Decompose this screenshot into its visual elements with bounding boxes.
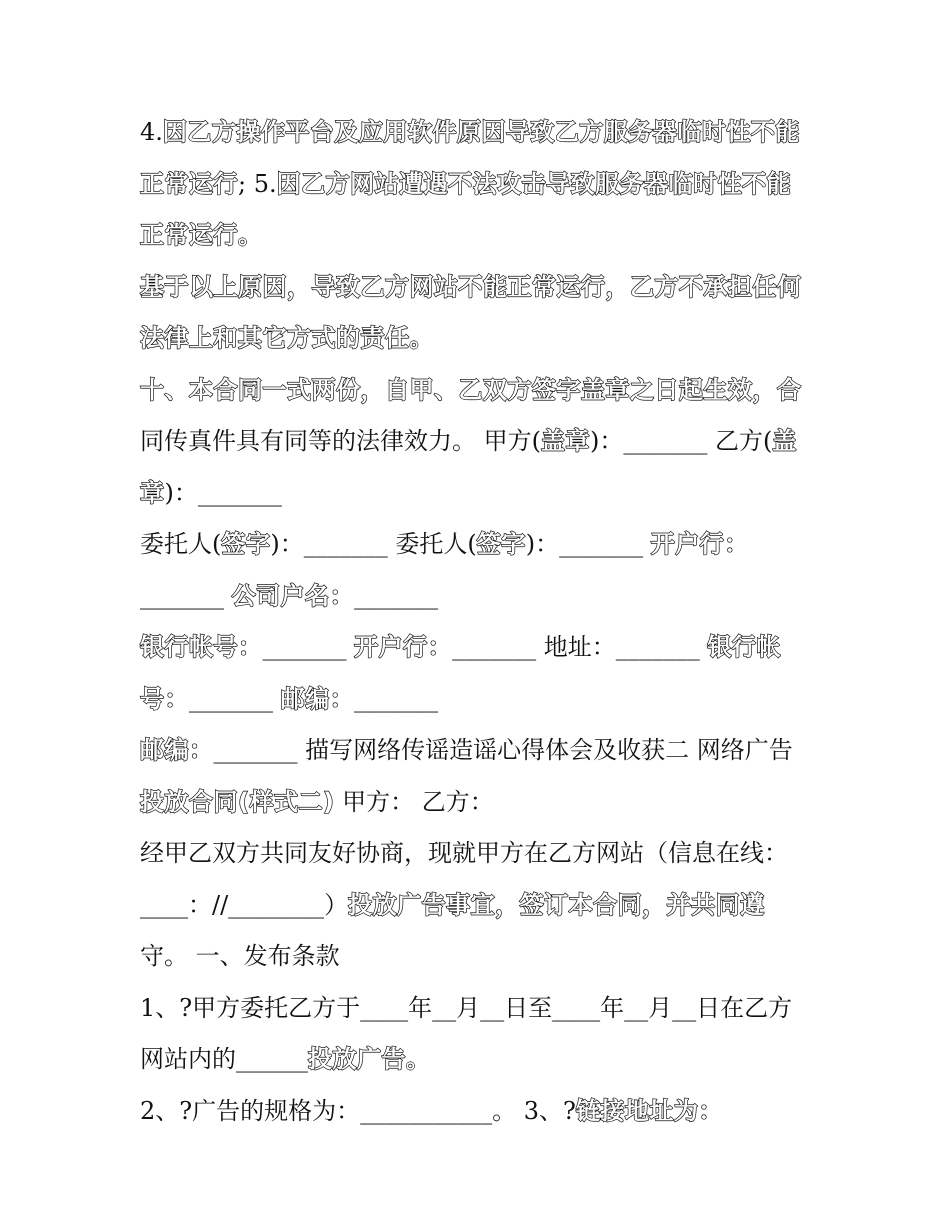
text-line [140, 468, 815, 520]
text-segment: 十、本合同一式两份，自甲、乙双方签字盖章之日起生效，合 [140, 375, 802, 404]
text-segment: 开户行： [354, 633, 453, 661]
text-line [140, 622, 815, 674]
text-line [140, 571, 815, 623]
text-segment: 委托人( [140, 530, 222, 558]
text-segment: )：_______ [525, 530, 651, 558]
text-segment: 签字 [476, 530, 526, 558]
text-line [140, 725, 815, 777]
text-segment: ; 5. [238, 169, 277, 198]
text-line [140, 159, 815, 211]
text-line [140, 107, 815, 159]
text-line [140, 880, 815, 932]
text-segment: 因乙方网站遭遇不法攻击导致服务器临时性不能 [276, 169, 792, 198]
text-segment: 银行帐 [707, 633, 781, 661]
text-line [140, 416, 815, 468]
text-segment: ____：//________） [140, 890, 349, 919]
text-segment: 公司户名： [231, 581, 355, 610]
text-line [140, 777, 815, 829]
text-segment: 盖章 [541, 427, 590, 455]
text-segment: 甲方： 乙方： [334, 787, 494, 816]
text-segment: 银行帐号： [140, 633, 263, 661]
text-segment: 2、?广告的规格为：___________。 3、? [140, 1096, 576, 1125]
text-segment: 网站内的______ [140, 1045, 308, 1073]
text-segment: )：_______ 委托人( [270, 530, 477, 558]
text-segment: 正常运行。 [140, 221, 263, 249]
text-line [140, 828, 815, 880]
text-segment: 号： [140, 684, 189, 713]
contract-text [140, 107, 815, 1137]
text-segment: 正常运行 [140, 169, 238, 198]
text-segment: _______ [354, 684, 439, 713]
text-line [140, 983, 815, 1035]
text-line [140, 931, 815, 983]
text-segment: 法律上和其它方式的责任。 [140, 324, 434, 352]
text-line [140, 210, 815, 262]
text-segment: 因乙方操作平台及应用软件原因导致乙方服务器临时性不能 [162, 118, 800, 146]
text-line [140, 365, 815, 417]
text-segment: 4. [140, 118, 163, 146]
text-segment: 经甲乙双方共同友好协商，现就甲方在乙方网站（信息在线： [140, 839, 788, 867]
text-segment: _______ [189, 684, 281, 713]
text-segment: _______ [140, 581, 232, 610]
text-segment: _______ 地址：_______ [452, 633, 708, 661]
text-segment: _______ 描写网络传谣造谣心得体会及收获二 网络广告 [213, 736, 793, 764]
text-segment: 邮编： [280, 684, 355, 713]
text-segment: 投放合同(样式二) [140, 787, 335, 816]
text-segment: 邮编： [140, 736, 214, 764]
text-segment: 同传真件具有同等的法律效力。 甲方( [140, 427, 541, 455]
text-line [140, 519, 815, 571]
text-segment: 签字 [221, 530, 271, 558]
text-segment: 章 [140, 478, 165, 507]
text-line [140, 1034, 815, 1086]
text-line [140, 1086, 815, 1138]
text-line [140, 262, 815, 314]
text-segment: 1、?甲方委托乙方于____年__月__日至____年__月__日在乙方 [140, 993, 793, 1022]
text-segment: )：_______ 乙方( [590, 427, 773, 455]
text-segment: 投放广告。 [308, 1045, 431, 1073]
text-segment: 盖 [772, 427, 797, 455]
text-segment: 投放广告事宜，签订本合同，并共同遵 [348, 890, 765, 919]
text-line [140, 313, 815, 365]
text-segment: 链接地址为： [575, 1096, 723, 1125]
text-segment: )：_______ [164, 478, 282, 507]
text-line [140, 674, 815, 726]
text-segment: 开户行： [650, 530, 749, 558]
text-segment: 基于以上原因，导致乙方网站不能正常运行，乙方不承担任何 [140, 272, 802, 301]
text-segment: 守。 一、发布条款 [140, 942, 340, 970]
text-segment: _______ [354, 581, 439, 610]
text-segment: _______ [262, 633, 355, 661]
